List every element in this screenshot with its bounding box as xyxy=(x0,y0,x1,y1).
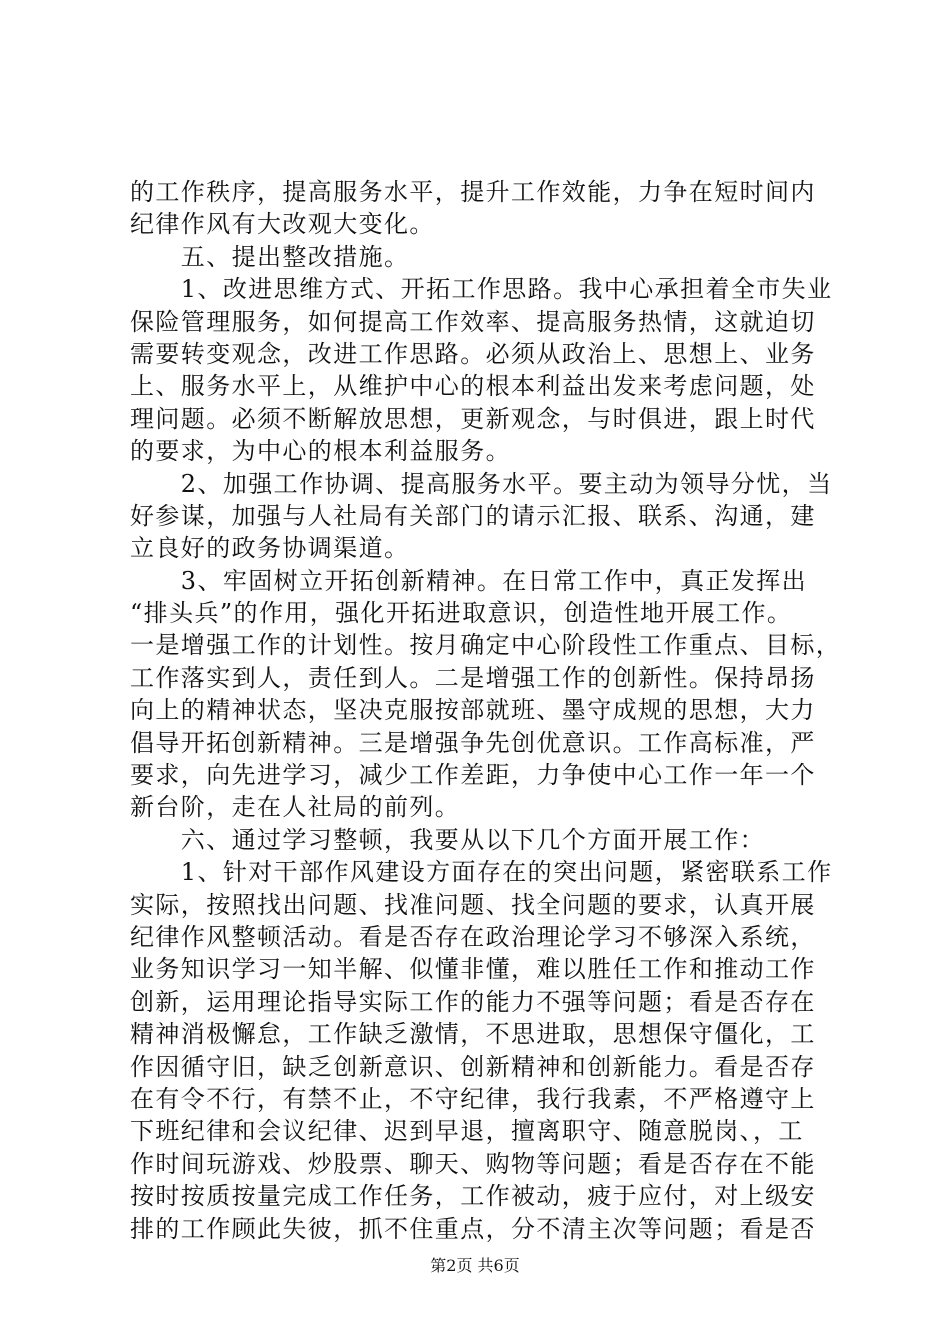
text-line: 理问题。必须不断解放思想，更新观念，与时俱进，跟上时代 xyxy=(130,404,816,433)
text-line: 业务知识学习一知半解、似懂非懂，难以胜任工作和推动工作 xyxy=(130,955,816,984)
text-line: 工作落实到人，责任到人。二是增强工作的创新性。保持昂扬 xyxy=(130,663,816,692)
text-line: 的要求，为中心的根本利益服务。 xyxy=(130,437,511,466)
text-line: 立良好的政务协调渠道。 xyxy=(130,534,410,563)
text-line: 作因循守旧，缺乏创新意识、创新精神和创新能力。看是否存 xyxy=(130,1052,816,1081)
text-line: 一是增强工作的计划性。按月确定中心阶段性工作重点、目标， xyxy=(130,631,842,660)
text-line: 排的工作顾此失彼，抓不住重点，分不清主次等问题；看是否 xyxy=(130,1214,816,1243)
text-line: 精神消极懈怠，工作缺乏激情，不思进取，思想保守僵化，工 xyxy=(130,1020,816,1049)
text-line: 倡导开拓创新精神。三是增强争先创优意识。工作高标准，严 xyxy=(130,728,816,757)
text-line: 新台阶，走在人社局的前列。 xyxy=(130,793,461,822)
text-line: “排头兵”的作用，强化开拓进取意识，创造性地开展工作。 xyxy=(130,599,793,628)
document-body xyxy=(130,176,842,1245)
text-line: 需要转变观念，改进工作思路。必须从政治上、思想上、业务 xyxy=(130,339,816,368)
text-line: 1、针对干部作风建设方面存在的突出问题，紧密联系工作 xyxy=(130,858,833,887)
text-line: 纪律作风有大改观大变化。 xyxy=(130,210,435,239)
text-line: 保险管理服务，如何提高工作效率、提高服务热情，这就迫切 xyxy=(130,307,816,336)
text-line: 要求，向先进学习，减少工作差距，力争使中心工作一年一个 xyxy=(130,761,816,790)
text-line: 3、牢固树立开拓创新精神。在日常工作中，真正发挥出 xyxy=(130,566,808,595)
text-line: 创新，运用理论指导实际工作的能力不强等问题；看是否存在 xyxy=(130,987,816,1016)
text-line: 1、改进思维方式、开拓工作思路。我中心承担着全市失业 xyxy=(130,275,833,304)
text-line: 下班纪律和会议纪律、迟到早退，擅离职守、随意脱岗、，工 xyxy=(130,1117,804,1146)
text-line: 上、服务水平上，从维护中心的根本利益出发来考虑问题，处 xyxy=(130,372,816,401)
text-line: 实际，按照找出问题、找准问题、找全问题的要求，认真开展 xyxy=(130,890,816,919)
text-line: 作时间玩游戏、炒股票、聊天、购物等问题；看是否存在不能 xyxy=(130,1149,816,1178)
text-line: 六、通过学习整顿，我要从以下几个方面开展工作： xyxy=(130,825,765,854)
text-line: 纪律作风整顿活动。看是否存在政治理论学习不够深入系统， xyxy=(130,922,816,951)
page-footer: 第2页 共6页 xyxy=(430,1256,520,1275)
text-line: 在有令不行，有禁不止，不守纪律，我行我素，不严格遵守上 xyxy=(130,1084,816,1113)
text-line: 2、加强工作协调、提高服务水平。要主动为领导分忧，当 xyxy=(130,469,833,498)
text-line: 按时按质按量完成工作任务，工作被动，疲于应付，对上级安 xyxy=(130,1182,816,1211)
text-line: 好参谋，加强与人社局有关部门的请示汇报、联系、沟通，建 xyxy=(130,501,816,530)
text-line: 五、提出整改措施。 xyxy=(130,242,410,271)
text-line: 向上的精神状态，坚决克服按部就班、墨守成规的思想，大力 xyxy=(130,696,816,725)
text-line: 的工作秩序，提高服务水平，提升工作效能，力争在短时间内 xyxy=(130,178,816,206)
